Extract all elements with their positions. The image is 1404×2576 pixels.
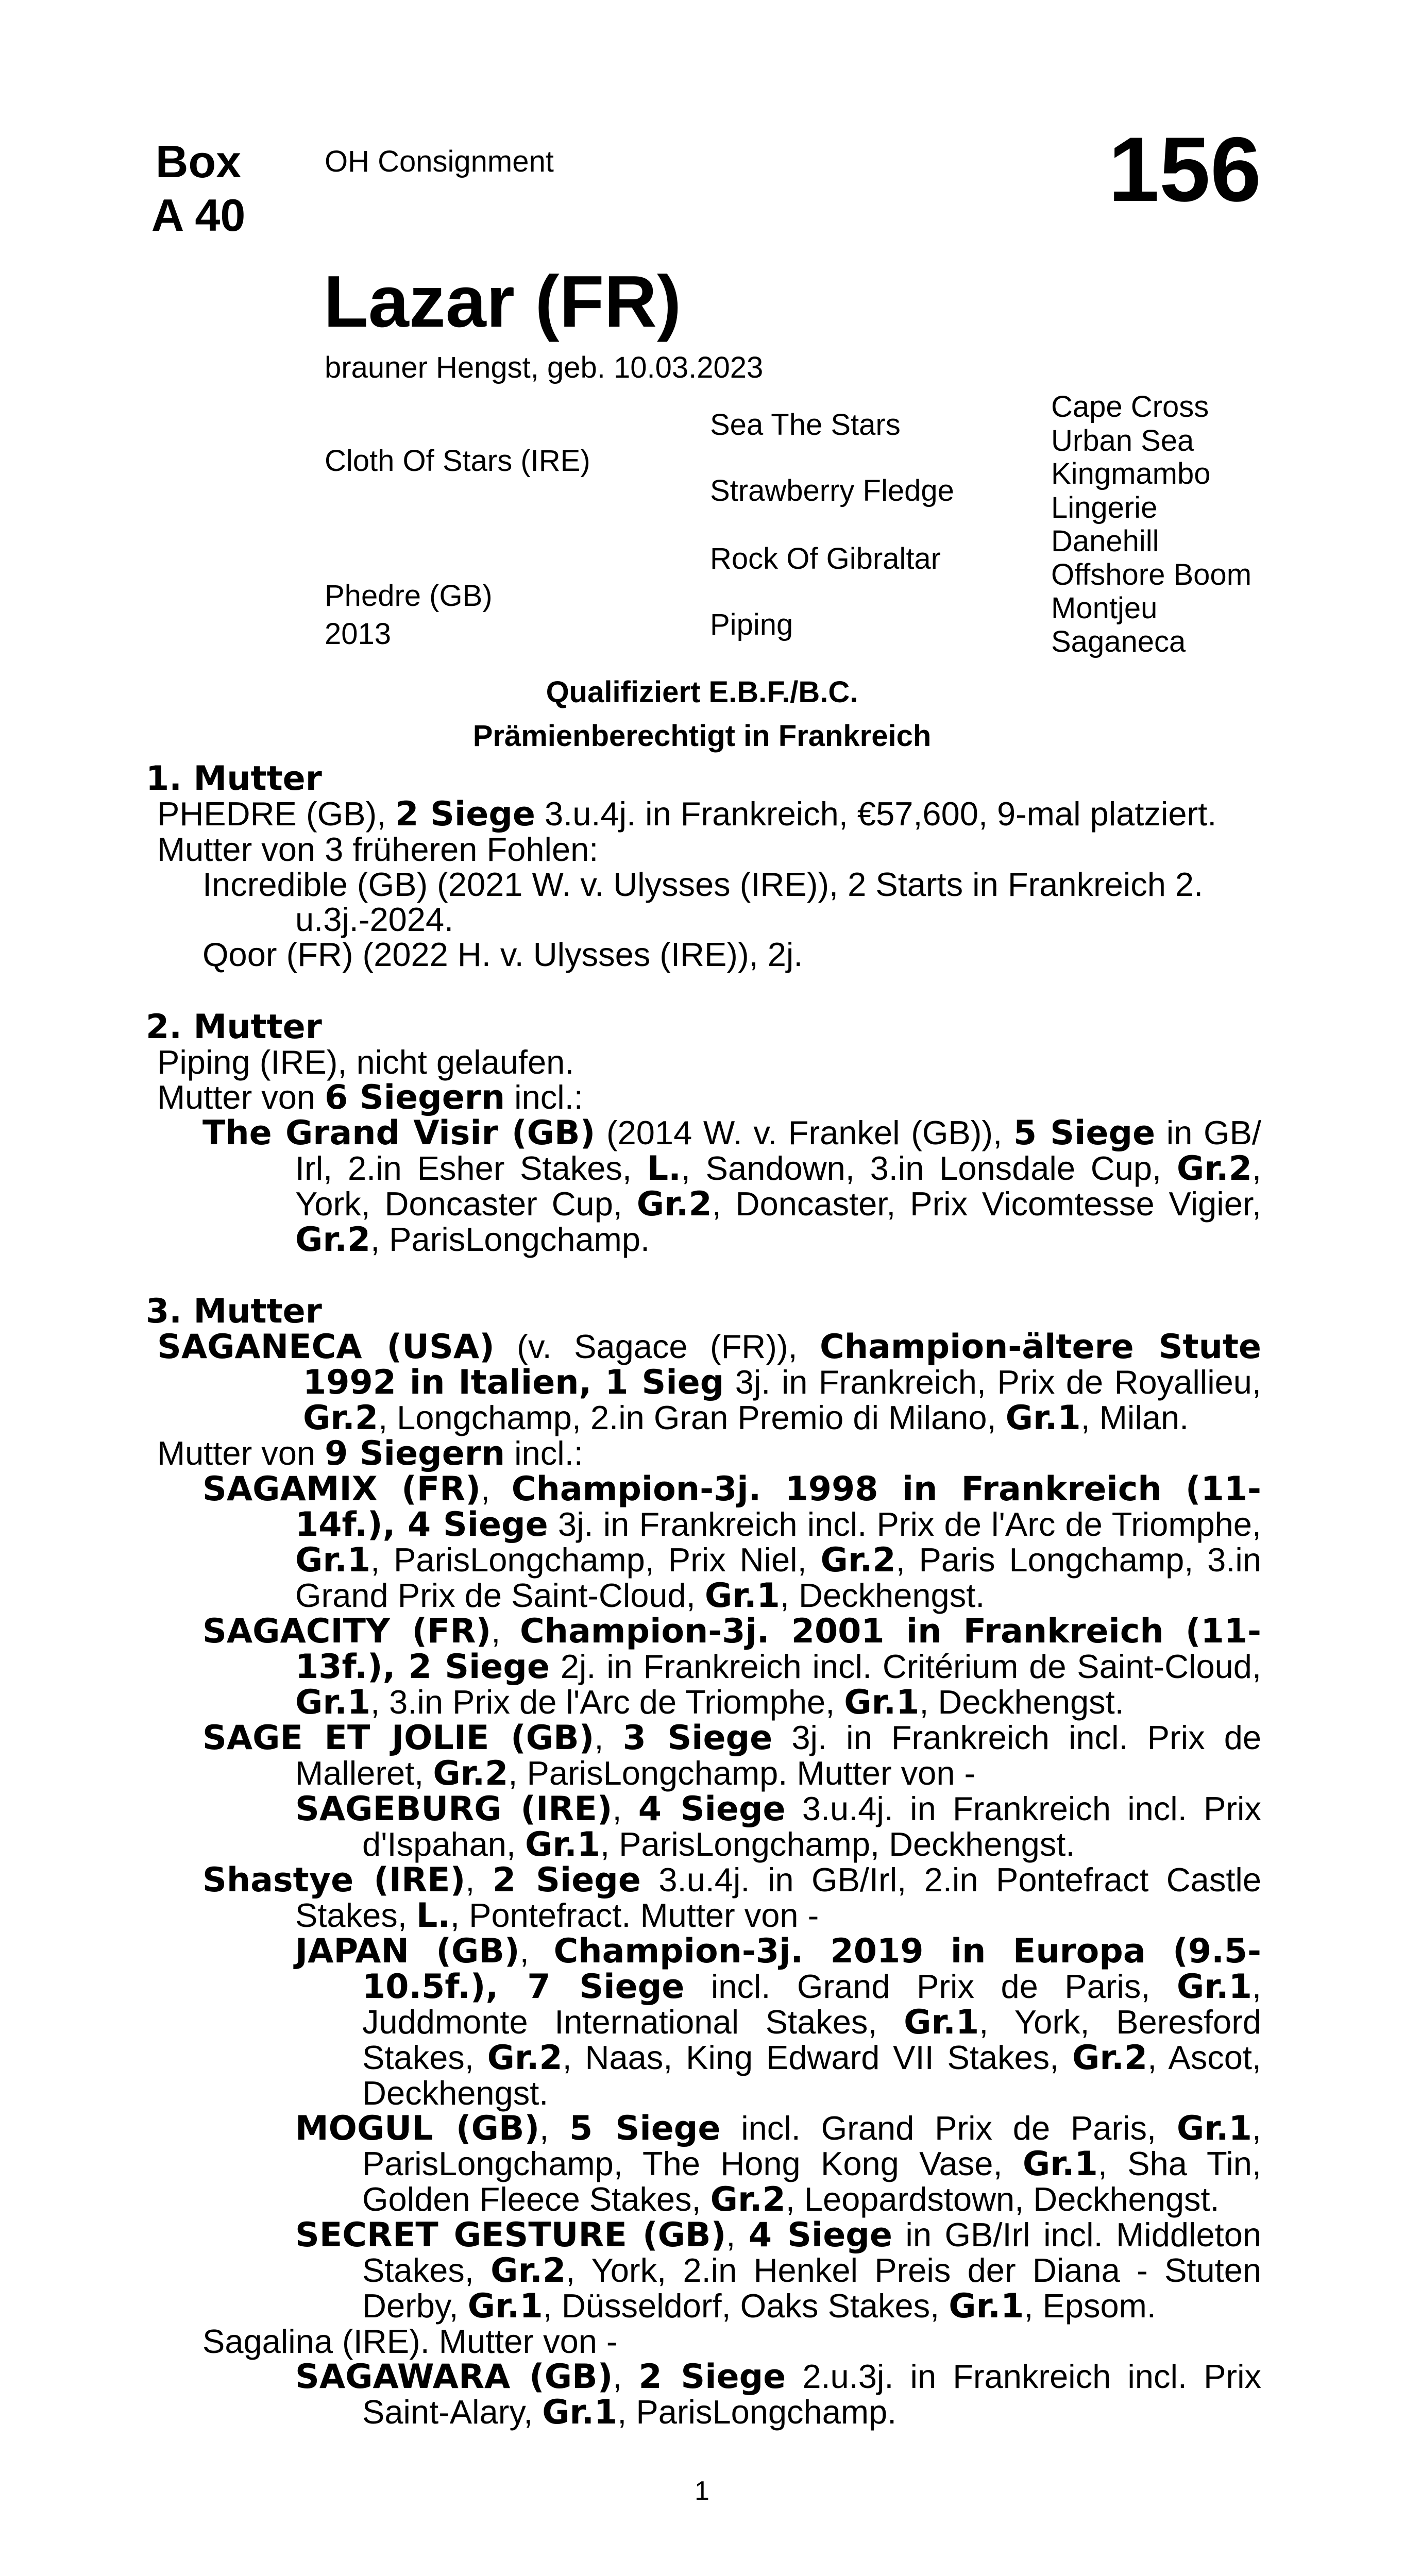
race-grade: Gr.1 (1022, 2145, 1098, 2183)
race-grade: Gr.1 (525, 1825, 601, 1864)
progeny-text: in GB/ Irl, 2.in Esher Stakes, (295, 1114, 1261, 1187)
pedigree-sire: Cloth Of Stars (IRE) (325, 444, 590, 478)
progeny-entry (146, 1720, 1261, 1791)
dam-wins: 2 Siege (395, 795, 535, 834)
race-grade: Gr.1 (949, 2287, 1024, 2326)
progeny-title: Champion-3j. 2019 in Europa (9.5-10.5f.), 7 Siege (362, 1932, 1261, 2006)
progeny-text: , (480, 1470, 512, 1507)
progeny-text: , York, Doncaster Cup, (295, 1149, 1261, 1223)
dam-text: (v. Sagace (FR)), (494, 1328, 820, 1365)
box-label (139, 135, 258, 242)
progeny-text: , Paris Longchamp, 3.in Grand Prix de Saint-Cloud, (295, 1541, 1261, 1614)
winners-text: Mutter von (157, 1078, 325, 1116)
race-grade: Gr.2 (1176, 1149, 1252, 1188)
mutter1-heading: 1. Mutter (146, 759, 322, 798)
race-grade: Gr.1 (467, 2287, 543, 2326)
pedigree-g2: Sea The Stars (710, 408, 901, 442)
race-grade: Gr.2 (820, 1541, 896, 1580)
progeny-entry (146, 1115, 1261, 1258)
progeny-title: Champion-3j. 2001 in Frankreich (11-13f.), 2 Siege (295, 1612, 1261, 1686)
progeny-text: 3.u.4j. in Frankreich incl. Prix d'Ispahan, (362, 1790, 1261, 1863)
race-grade: Gr.2 (433, 1754, 509, 1793)
progeny-name: SAGE ET JOLIE (GB) (202, 1719, 595, 1757)
progeny-text: , Doncaster, Prix Vicomtesse Vigier, (712, 1185, 1261, 1223)
progeny-text: 3.u.4j. in GB/Irl, 2.in Pontefract Castle Stakes, (295, 1861, 1261, 1934)
pedigree-g2: Piping (710, 608, 793, 641)
progeny-wins: 2 Siege (492, 1861, 641, 1900)
progeny-wins: 4 Siege (748, 2216, 892, 2255)
pedigree-g3: Kingmambo (1051, 457, 1211, 490)
progeny-text: , Sandown, 3.in Lonsdale Cup, (681, 1149, 1177, 1187)
progeny-text: , Ascot, Deckhengst. (362, 2039, 1261, 2112)
race-grade: Gr.1 (904, 2003, 979, 2042)
progeny-text: , (539, 2109, 570, 2147)
race-grade: Gr.2 (710, 2180, 786, 2219)
dam-title: Champion-ältere Stute 1992 in Italien, 1 Sieg (303, 1328, 1262, 1402)
foal-entry-cont: u.3j.-2024. (295, 901, 454, 938)
grand-progeny-entry (146, 2217, 1261, 2324)
progeny-name: SECRET GESTURE (GB) (295, 2216, 726, 2255)
page-number: 1 (695, 2476, 709, 2506)
progeny-text: , ParisLongchamp. Mutter von - (508, 1754, 976, 1792)
progeny-text: , 3.in Prix de l'Arc de Triomphe, (370, 1683, 844, 1721)
mutter1-foals-intro: Mutter von 3 früheren Fohlen: (157, 831, 599, 868)
grand-progeny-entry (146, 2111, 1261, 2217)
race-grade: L. (647, 1149, 681, 1188)
race-grade: Gr.1 (844, 1683, 920, 1722)
foal-entry: Incredible (GB) (2021 W. v. Ulysses (IRE)), 2 Starts in Frankreich 2. (202, 866, 1204, 903)
progeny-text: 3j. in Frankreich incl. Prix de l'Arc de Triomphe, (548, 1505, 1261, 1543)
progeny-text: , York, 2.in Henkel Preis der Diana - Stuten Derby, (362, 2251, 1261, 2325)
progeny-text: , Juddmonte International Stakes, (362, 1968, 1261, 2041)
mutter3-section (146, 1294, 1261, 2430)
race-grade: Gr.2 (295, 1221, 371, 1259)
pedigree-g3: Danehill (1051, 524, 1159, 558)
qualification-line2: Prämienberechtigt in Frankreich (472, 719, 932, 753)
grand-progeny-entry (146, 1791, 1261, 1862)
pedigree-dam: Phedre (GB) (325, 579, 493, 613)
progeny-entry: Sagalina (IRE). Mutter von - (202, 2323, 618, 2360)
progeny-wins: 2 Siege (638, 2358, 786, 2396)
progeny-text: (2014 W. v. Frankel (GB)), (595, 1114, 1013, 1151)
progeny-text: , (519, 1932, 554, 1970)
progeny-name: SAGACITY (FR) (202, 1612, 492, 1651)
race-grade: Gr.2 (487, 2039, 563, 2077)
race-grade: Gr.2 (303, 1399, 379, 1437)
progeny-name: SAGAWARA (GB) (295, 2358, 613, 2396)
race-grade: Gr.1 (1176, 1968, 1252, 2006)
progeny-text: , ParisLongchamp, Deckhengst. (600, 1825, 1075, 1863)
pedigree-g2: Strawberry Fledge (710, 474, 954, 507)
mutter2-heading: 2. Mutter (146, 1008, 322, 1046)
grand-progeny-entry (146, 1934, 1261, 2111)
dam-name: SAGANECA (USA) (157, 1328, 495, 1366)
progeny-entry (146, 1471, 1261, 1614)
race-grade: Gr.1 (1005, 1399, 1081, 1437)
progeny-wins: 4 Siege (638, 1790, 786, 1828)
progeny-text: 3j. in Frankreich incl. Prix de Malleret, (295, 1719, 1261, 1792)
progeny-text: , (726, 2216, 749, 2253)
progeny-title: Champion-3j. 1998 in Frankreich (11-14f.), 4 Siege (295, 1470, 1261, 1544)
progeny-text: , (465, 1861, 493, 1899)
progeny-name: JAPAN (GB) (295, 1932, 520, 1971)
mutter2-winners (146, 1080, 1261, 1115)
qualification-line1: Qualifiziert E.B.F./B.C. (546, 675, 858, 709)
progeny-entry (146, 1614, 1261, 1720)
winners-text: incl.: (505, 1434, 583, 1472)
horse-description: brauner Hengst, geb. 10.03.2023 (325, 351, 764, 384)
race-grade: Gr.1 (1176, 2109, 1252, 2148)
foal-entry: Qoor (FR) (2022 H. v. Ulysses (IRE)), 2j. (202, 936, 803, 973)
pedigree-g3: Offshore Boom (1051, 558, 1252, 591)
pedigree-dam-year: 2013 (325, 617, 392, 651)
progeny-name: MOGUL (GB) (295, 2109, 540, 2148)
pedigree-g3: Lingerie (1051, 491, 1158, 524)
progeny-text: , (613, 2358, 639, 2395)
winners-count: 6 Siegern (325, 1078, 505, 1117)
grand-progeny-entry (146, 2359, 1261, 2430)
progeny-text: , Düsseldorf, Oaks Stakes, (543, 2287, 949, 2325)
progeny-name: SAGAMIX (FR) (202, 1470, 481, 1509)
race-grade: Gr.1 (542, 2393, 618, 2432)
progeny-text: , Pontefract. Mutter von - (450, 1896, 819, 1934)
progeny-text: , ParisLongchamp. (617, 2393, 897, 2431)
progeny-text: in GB/Irl incl. Middleton Stakes, (362, 2216, 1261, 2289)
race-grade: Gr.1 (704, 1577, 780, 1615)
mutter2-dam: Piping (IRE), nicht gelaufen. (157, 1043, 574, 1081)
winners-text: Mutter von (157, 1434, 325, 1472)
progeny-wins: 5 Siege (1013, 1114, 1156, 1153)
mutter3-heading: 3. Mutter (146, 1292, 322, 1331)
mutter2-section (146, 1010, 1261, 1258)
box-label-line1: Box (155, 136, 242, 187)
progeny-wins: 3 Siege (622, 1719, 773, 1757)
pedigree-g3: Cape Cross (1051, 390, 1209, 423)
progeny-text: , Deckhengst. (919, 1683, 1124, 1721)
progeny-text: , Epsom. (1024, 2287, 1156, 2325)
race-grade: Gr.1 (295, 1541, 371, 1580)
race-grade: Gr.2 (636, 1185, 712, 1224)
lot-number: 156 (1108, 118, 1261, 221)
progeny-text: , (612, 1790, 638, 1827)
mutter1-section (146, 761, 1261, 972)
box-label-line2: A 40 (151, 190, 246, 241)
winners-text: incl.: (505, 1078, 583, 1116)
mutter1-dam (146, 796, 1261, 832)
progeny-text: , York, Beresford Stakes, (362, 2003, 1261, 2076)
dam-text: , Longchamp, 2.in Gran Premio di Milano, (378, 1399, 1006, 1436)
progeny-text: 2j. in Frankreich incl. Critérium de Saint-Cloud, (550, 1648, 1261, 1685)
pedigree-g3: Urban Sea (1051, 424, 1194, 457)
dam-record: 3.u.4j. in Frankreich, €57,600, 9-mal platziert. (535, 795, 1217, 833)
progeny-text: , ParisLongchamp, Prix Niel, (370, 1541, 821, 1579)
progeny-text: , Naas, King Edward VII Stakes, (562, 2039, 1073, 2076)
dam-text: , Milan. (1080, 1399, 1189, 1436)
progeny-text: incl. Grand Prix de Paris, (720, 2109, 1177, 2147)
progeny-text: , ParisLongchamp, The Hong Kong Vase, (362, 2109, 1261, 2182)
race-grade: Gr.2 (490, 2251, 566, 2290)
progeny-text: incl. Grand Prix de Paris, (684, 1968, 1177, 2005)
progeny-wins: 5 Siege (569, 2109, 721, 2148)
progeny-name: The Grand Visir (GB) (202, 1114, 596, 1153)
progeny-text: , Deckhengst. (780, 1577, 985, 1614)
progeny-text: , (594, 1719, 623, 1756)
pedigree-g3: Saganeca (1051, 625, 1186, 658)
progeny-entry (146, 1862, 1261, 1934)
progeny-text: , ParisLongchamp. (370, 1221, 650, 1258)
progeny-text: 2.u.3j. in Frankreich incl. Prix Saint-Alary, (362, 2358, 1262, 2431)
dam-name: PHEDRE (GB), (157, 795, 386, 833)
mutter3-dam (146, 1329, 1261, 1436)
pedigree-g2: Rock Of Gibraltar (710, 542, 941, 575)
progeny-text: , Leopardstown, Deckhengst. (785, 2180, 1220, 2218)
race-grade: Gr.1 (295, 1683, 371, 1722)
progeny-text: , Sha Tin, Golden Fleece Stakes, (362, 2145, 1261, 2218)
horse-name: Lazar (FR) (324, 261, 682, 343)
race-grade: L. (416, 1896, 450, 1935)
progeny-name: Shastye (IRE) (202, 1861, 466, 1900)
progeny-text: , (491, 1612, 520, 1650)
consignment: OH Consignment (325, 145, 554, 178)
winners-count: 9 Siegern (325, 1434, 505, 1473)
progeny-name: SAGEBURG (IRE) (295, 1790, 613, 1828)
dam-text: 3j. in Frankreich, Prix de Royallieu, (724, 1363, 1261, 1401)
mutter3-winners (146, 1436, 1261, 1471)
pedigree-g3: Montjeu (1051, 591, 1158, 625)
race-grade: Gr.2 (1072, 2039, 1148, 2077)
